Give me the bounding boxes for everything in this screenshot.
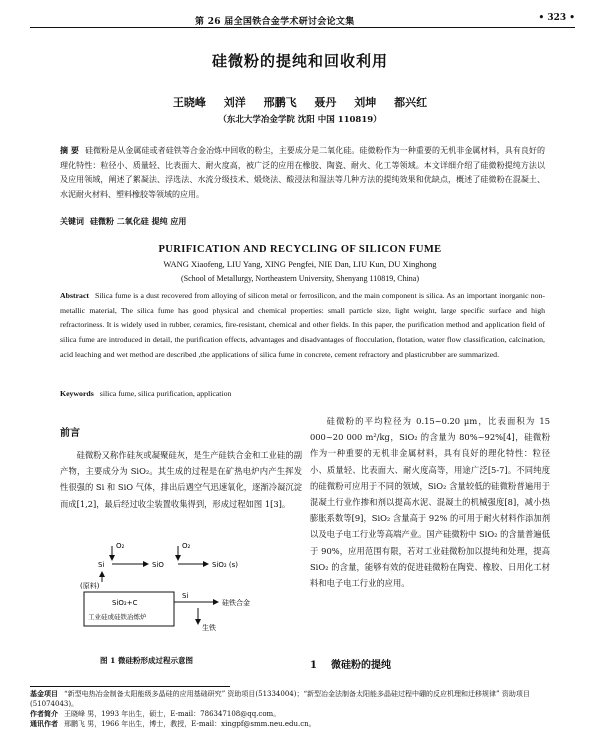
section-1-heading [310, 656, 391, 671]
section-1-title: 微硅粉的提纯 [330, 660, 391, 671]
abstract-en-text: Silica fume is a dust recovered from alloying of silicon metal or ferrosilicon, and the main component is silica. As an important inorganic non-metallic material, The silica fume has good physical and chemical properties: small particle size, light weight, large specific surface and high refractoriness. It is widely used in rubber, ceramics, fire-resistant, chemical and other fields. In this paper, the purification method and application field of silica fume are introduced in detail, the purification effects, advantages and disadvantages of flocculation, flotation, water flow classification, calcination, acid leaching and wet method are described ,the applications of silica fume in concrete, cement refractory and plasticrubber are summarized. [60, 291, 545, 359]
pig-iron-label: 生铁 [202, 624, 216, 632]
figure-1-diagram [78, 536, 318, 646]
keywords-text: 硅微粉 二氧化硅 提纯 应用 [90, 216, 187, 226]
page-number: • 323 • [538, 13, 575, 23]
keywords-chinese [60, 216, 545, 227]
abstract-en-label: Abstract [60, 291, 90, 300]
footnote-funding [30, 689, 575, 709]
running-header [30, 12, 575, 28]
authors-chinese: 王晓峰 刘洋 邢鹏飞 聂丹 刘坤 都兴红 [172, 96, 428, 109]
keywords-label: 关键词 [60, 216, 84, 226]
furnace-line-2: 工业硅或硅铁冶炼炉 [88, 613, 147, 621]
section-1-number: 1 [310, 660, 317, 671]
intro-right-paragraph: 硅微粉的平均粒径为 0.15~0.20 μm，比表面积为 15 000~20 000 m²/kg，SiO₂ 的含量为 80%~92%[4]，硅微粉作为一种重要的无机非金属材料，具有良好的理化特性：粒径小、质量轻、比表面大、耐火度高等，用途广泛[5-7]。不同纯度的硅微粉可应用于不同的领域，SiO₂ 含量较低的硅微粉普遍用于混凝土行业作掺和剂以提高水泥、混凝土的机械强度[8]，减小热膨胀系数等[9]，SiO₂ 含量高于 92% 的可用于耐火材料作添加剂以及电子电工行业等高端产业。国产硅微粉中 SiO₂ 的含量普遍低于 90%，应用范围有限，若对工业硅微粉加以提纯和处理，提高 SiO₂ 的含量，能够有效的促进硅微粉在陶瓷、橡胶、日用化工材料和电子电工行业的应用。 [310, 416, 550, 589]
correspondent-text: 邢鹏飞 男，1966 年出生，博士，教授，E-mail：xingpf@smm.neu.edu.cn。 [64, 720, 316, 728]
title-english: PURIFICATION AND RECYCLING OF SILICON FUME [158, 244, 442, 255]
abstract-text: 硅微粉是从金属硅或者硅铁等合金冶炼中回收的粉尘，主要成分是二氧化硅。硅微粉作为一种重要的无机非金属材料，具有良好的理化特性：粒径小、质量轻、比表面大、耐火度高，被广泛的应用在橡胶、陶瓷、耐火、化工等领域。本文详细介绍了硅微粉提纯方法以及应用领域，阐述了絮凝法、浮选法、水流分级技术、煅烧法、酸浸法和湿法等几种方法的提纯效果和优缺点，概述了硅微粉在混凝土、水泥耐火材料、塑料橡胶等领域的应用。 [60, 146, 545, 199]
abstract-chinese [60, 143, 545, 202]
intro-left-paragraph: 硅微粉又称作硅灰或凝聚硅灰，是生产硅铁合金和工业硅的副产物，主要成分为 SiO₂。其生成的过程是在矿热电炉内产生挥发性很强的 Si 和 SiO 气体，排出后遇空气迅速氧化，逐渐冷凝沉淀而成[1,2]，最后经过收尘装置收集得到，形成过程如图 1[3]。 [60, 450, 302, 509]
sio-label: SiO [152, 561, 164, 569]
funding-text: “新型电热冶金制备太阳能级多晶硅的应用基础研究” 资助项目(51334004)；“新型冶金法制备太阳能多晶硅过程中硼的反应机理和迁移规律” 资助项目(51074043)。 [30, 690, 530, 708]
raw-material-label: (原料) [80, 582, 100, 590]
intro-heading: 前言 [60, 428, 80, 439]
funding-label: 基金项目 [30, 689, 58, 698]
author-label: 作者简介 [30, 709, 58, 718]
si-label-top: Si [98, 561, 105, 569]
proceedings-title: 第 26 届全国铁合金学术研讨会论文集 [195, 17, 355, 27]
figure-1-caption: 图 1 微硅粉形成过程示意图 [100, 656, 193, 665]
o2-label-b: O₂ [182, 542, 191, 550]
authors-english: WANG Xiaofeng, LIU Yang, XING Pengfei, NIE Dan, LIU Kun, DU Xinghong [163, 259, 437, 269]
sio2-label: SiO₂ (s) [212, 561, 239, 569]
furnace-line-1: SiO₂+C [112, 599, 138, 607]
affiliation-chinese: （东北大学冶金学院 沈阳 中国 110819） [218, 115, 382, 125]
footnote-rule [30, 686, 230, 687]
keywords-en-label: Keywords [60, 389, 94, 398]
o2-label-a: O₂ [116, 542, 125, 550]
abstract-english [60, 289, 545, 363]
abstract-label: 摘 要 [60, 145, 79, 155]
alloy-label: 硅铁合金 [222, 599, 250, 607]
footnotes [30, 689, 575, 729]
header-rule [30, 27, 575, 28]
author-text: 王晓峰 男，1993 年出生，硕士，E-mail：786347108@qq.com。 [64, 710, 281, 718]
footnote-author [30, 709, 575, 719]
title-chinese: 硅微粉的提纯和回收利用 [211, 52, 388, 70]
correspondent-label: 通讯作者 [30, 719, 58, 728]
keywords-english [60, 389, 545, 398]
keywords-en-text: silica fume, silica purification, application [99, 389, 232, 398]
si-label-bottom: Si [182, 592, 189, 600]
footnote-correspondent [30, 719, 575, 729]
affiliation-english: (School of Metallurgy, Northeastern University, Shenyang 110819, China) [180, 274, 420, 283]
